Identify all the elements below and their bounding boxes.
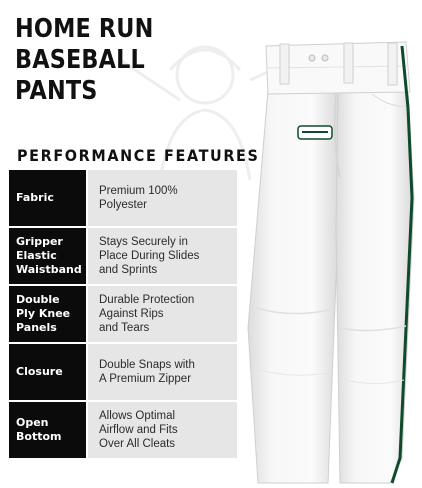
feature-value-cell [88, 170, 237, 226]
features-heading: PERFORMANCE FEATURES [17, 146, 260, 165]
feature-label-cell [9, 402, 86, 458]
feature-label: Closure [16, 365, 63, 378]
feature-label: Fabric [16, 191, 54, 204]
feature-label-cell [9, 286, 86, 342]
feature-label-cell [9, 170, 86, 226]
feature-value: Stays Securely in Place During Slides and Sprints [99, 236, 200, 276]
pants-product-image [240, 28, 422, 488]
feature-value-cell [88, 286, 237, 342]
feature-value-cell [88, 402, 237, 458]
feature-label-cell [9, 344, 86, 400]
feature-value: Allows Optimal Airflow and Fits Over All Cleats [99, 410, 178, 450]
feature-value: Durable Protection Against Rips and Tears [99, 294, 195, 334]
feature-row [9, 228, 237, 284]
feature-label-cell [9, 228, 86, 284]
feature-label: Gripper Elastic Waistband [16, 235, 82, 276]
page-title: HOME RUN BASEBALL PANTS [15, 14, 154, 106]
feature-value: Double Snaps with A Premium Zipper [99, 359, 195, 385]
feature-row [9, 286, 237, 342]
feature-row [9, 344, 237, 400]
brand-logo-icon [298, 126, 332, 139]
feature-value-cell [88, 344, 237, 400]
feature-label: Open Bottom [16, 416, 62, 443]
feature-value-cell [88, 228, 237, 284]
feature-label: Double Ply Knee Panels [16, 293, 71, 334]
feature-value: Premium 100% Polyester [99, 185, 178, 211]
features-table [9, 170, 237, 458]
feature-row [9, 402, 237, 458]
feature-row [9, 170, 237, 226]
